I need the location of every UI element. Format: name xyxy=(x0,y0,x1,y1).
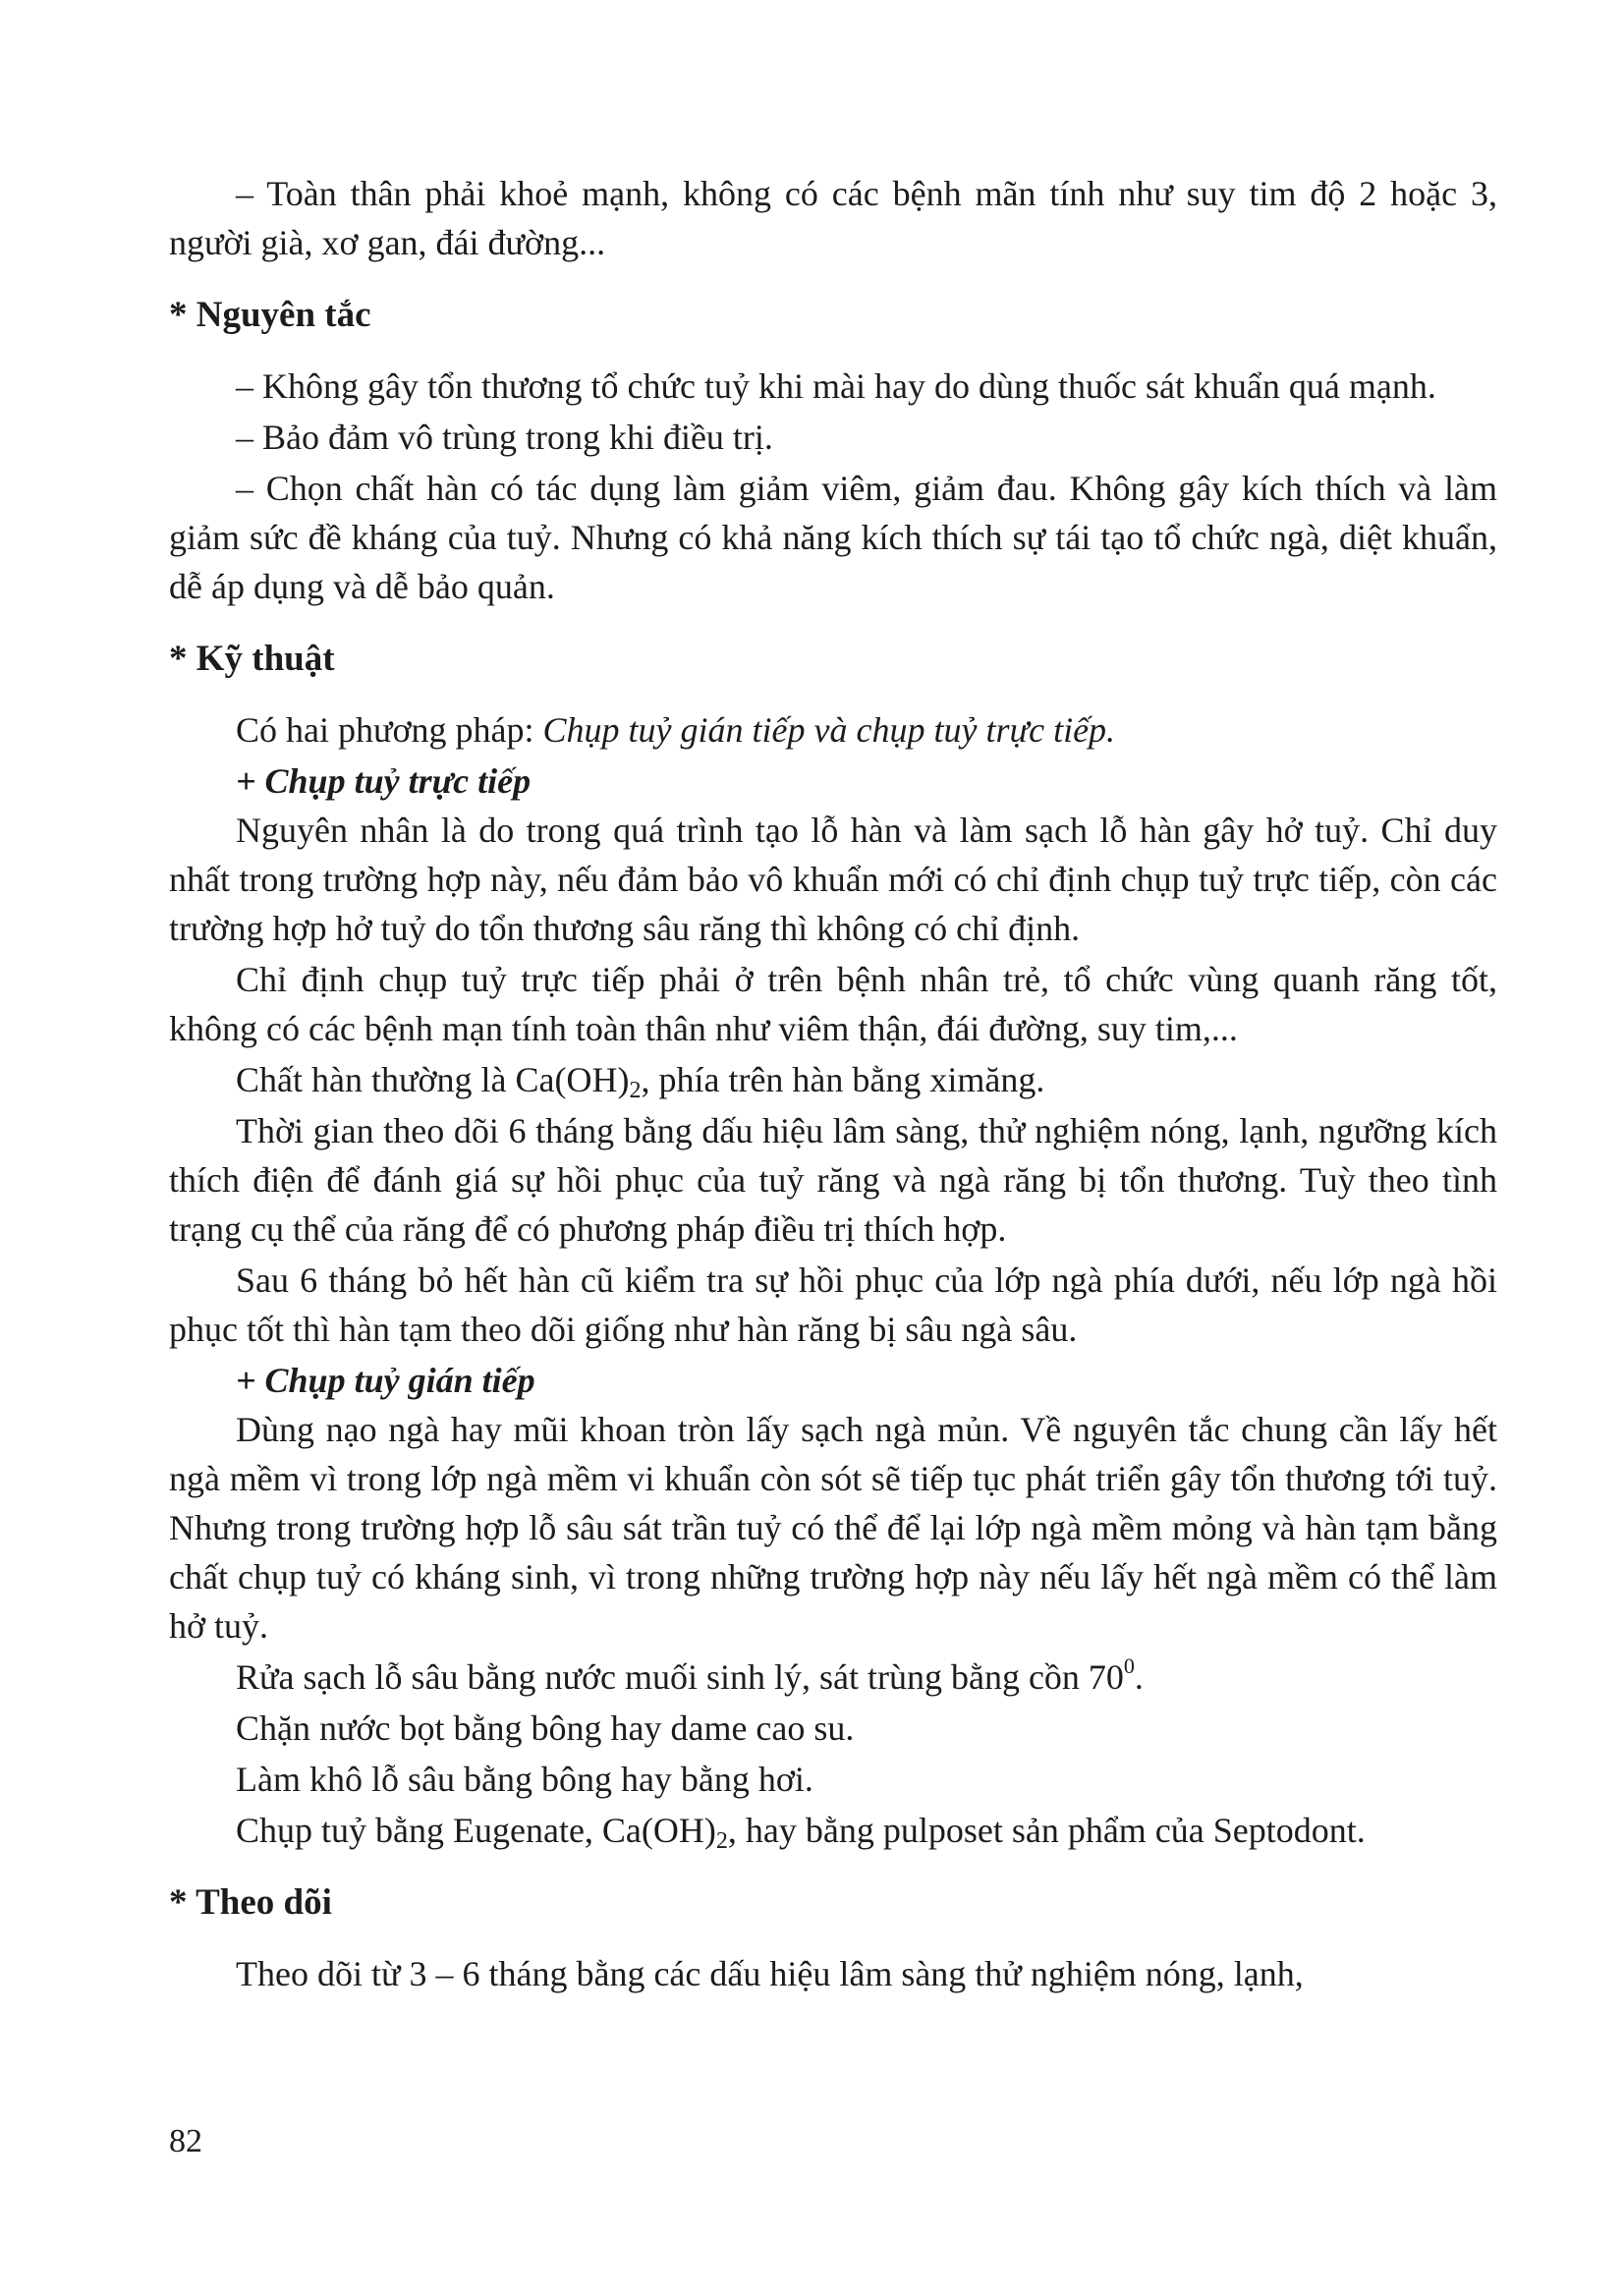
technique-intro-prefix: Có hai phương pháp: xyxy=(236,710,543,750)
intro-paragraph: – Toàn thân phải khoẻ mạnh, không có các bệnh mãn tính như suy tim độ 2 hoặc 3, người già, xơ gan, đái đường... xyxy=(169,174,1497,262)
principle-item: – Không gây tổn thương tổ chức tuỷ khi mài hay do dùng thuốc sát khuẩn quá mạnh. xyxy=(236,366,1436,406)
followup-paragraph: Theo dõi từ 3 – 6 tháng bằng các dấu hiệu lâm sàng thử nghiệm nóng, lạnh, xyxy=(236,1954,1304,1993)
page-number: 82 xyxy=(169,2123,202,2159)
direct-paragraph xyxy=(169,1055,1497,1104)
technique-intro-emphasis: Chụp tuỷ gián tiếp và chụp tuỷ trực tiếp. xyxy=(542,710,1116,750)
direct-paragraph: Nguyên nhân là do trong quá trình tạo lỗ hàn và làm sạch lỗ hàn gây hở tuỷ. Chỉ duy nhất trong trường hợp này, nếu đảm bảo vô khuẩn mới có chỉ định chụp tuỷ trực tiếp, còn các trường hợp hở tuỷ do tổn thương sâu răng thì không có chỉ định. xyxy=(169,811,1497,948)
text-run: , phía trên hàn bằng ximăng. xyxy=(641,1060,1045,1099)
direct-paragraph: Chỉ định chụp tuỷ trực tiếp phải ở trên bệnh nhân trẻ, tổ chức vùng quanh răng tốt, không có các bệnh mạn tính toàn thân như viêm thận, đái đường, suy tim,... xyxy=(169,960,1497,1048)
principle-item: – Bảo đảm vô trùng trong khi điều trị. xyxy=(236,418,773,457)
direct-paragraph: Thời gian theo dõi 6 tháng bằng dấu hiệu lâm sàng, thử nghiệm nóng, lạnh, ngưỡng kích thích điện để đánh giá sự hồi phục của tuỷ răng và ngà răng bị tổn thương. Tuỳ theo tình trạng cụ thể của răng để có phương pháp điều trị thích hợp. xyxy=(169,1111,1497,1249)
principle-item: – Chọn chất hàn có tác dụng làm giảm viêm, giảm đau. Không gây kích thích và làm giảm sức đề kháng của tuỷ. Nhưng có khả năng kích thích sự tái tạo tổ chức ngà, diệt khuẩn, dễ áp dụng và dễ bảo quản. xyxy=(169,469,1497,606)
text-run: Chụp tuỷ bằng Eugenate, Ca(OH) xyxy=(236,1811,716,1850)
heading-technique: * Kỹ thuật xyxy=(169,639,335,679)
indirect-paragraph: Làm khô lỗ sâu bằng bông hay bằng hơi. xyxy=(236,1760,813,1799)
text-run: Rửa sạch lỗ sâu bằng nước muối sinh lý, sát trùng bằng cồn 70 xyxy=(236,1657,1124,1697)
subscript: 2 xyxy=(629,1078,642,1103)
technique-intro xyxy=(169,705,1497,755)
indirect-paragraph: Chặn nước bọt bằng bông hay dame cao su. xyxy=(236,1708,855,1748)
superscript: 0 xyxy=(1123,1653,1135,1678)
text-run: Chất hàn thường là Ca(OH) xyxy=(236,1060,630,1099)
document-body xyxy=(169,169,1497,1998)
subheading-indirect-capping: + Chụp tuỷ gián tiếp xyxy=(236,1361,535,1400)
text-run: . xyxy=(1134,1657,1144,1697)
subscript: 2 xyxy=(715,1828,728,1854)
subheading-direct-capping: + Chụp tuỷ trực tiếp xyxy=(236,761,532,801)
heading-followup: * Theo dõi xyxy=(169,1882,332,1923)
text-run: , hay bằng pulposet sản phẩm của Septodont. xyxy=(727,1811,1366,1850)
heading-principles: * Nguyên tắc xyxy=(169,295,371,335)
indirect-paragraph xyxy=(169,1806,1497,1855)
indirect-paragraph xyxy=(169,1652,1497,1702)
indirect-paragraph: Dùng nạo ngà hay mũi khoan tròn lấy sạch ngà mủn. Về nguyên tắc chung cần lấy hết ngà mềm vì trong lớp ngà mềm vi khuẩn còn sót sẽ tiếp tục phát triển gây tổn thương tới tuỷ. Nhưng trong trường hợp lỗ sâu sát trần tuỷ có thể để lại lớp ngà mềm mỏng và hàn tạm bằng chất chụp tuỷ có kháng sinh, vì trong những trường hợp này nếu lấy hết ngà mềm có thể làm hở tuỷ. xyxy=(169,1410,1497,1646)
direct-paragraph: Sau 6 tháng bỏ hết hàn cũ kiểm tra sự hồi phục của lớp ngà phía dưới, nếu lớp ngà hồi phục tốt thì hàn tạm theo dõi giống như hàn răng bị sâu ngà sâu. xyxy=(169,1260,1497,1349)
